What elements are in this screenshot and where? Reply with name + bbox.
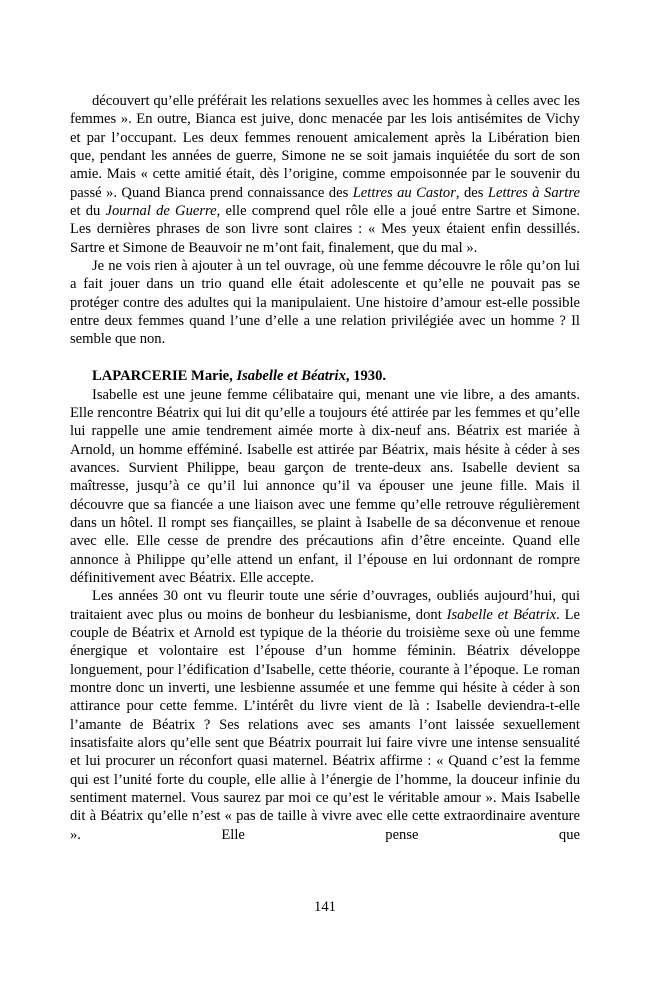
paragraph-bianca — [70, 92, 580, 257]
paragraph-segment: , des — [455, 184, 488, 201]
paragraph-segment: découvert qu’elle préférait les relations sexuelles avec les hommes à celles avec les femmes ». En outre, Bianca est juive, donc menacée par les lois antisémites de Vichy et par l’occupant. Les deux femmes renouent amicalement après la Libération bien que, pendant les années de guerre, Simone ne se soit jamais inquiétée du sort de son amie. Mais « cette amitié était, dès l’origine, comme empoisonnée par le souvenir du passé ». Quand Bianca prend connaissance des — [70, 93, 580, 201]
paragraph-segment: . Le couple de Béatrix et Arnold est typique de la théorie du troisième sexe où une femme énergique et volontaire est l’épouse d’un homme féminin. Béatrix développe longuement, pour l’édification d’Isabelle, cette théorie, courante à l’époque. Le roman montre donc un inverti, une lesbienne assumée et une femme qui hésite à céder à son attirance pour cette femme. L’intérêt du livre vient de là : Isabelle deviendra-t-elle l’amante de Béatrix ? Ses relations avec ses amants l’ont laissée sexuellement insatisfaite alors qu’elle sent que Béatrix pourrait lui faire vivre une intense sensualité et lui procurer un réconfort quasi maternel. Béatrix affirme : « Quand c’est la femme qui est l’unité forte du couple, elle allie à l’énergie de l’homme, la douceur infinie du sentiment maternel. Vous saurez par moi ce qu’est le véritable amour ». Mais Isabelle dit à Béatrix qu’elle n’est « pas de taille à vivre avec elle cette extraordinaire aventure ». Elle pense que — [70, 606, 580, 843]
page-text-block — [70, 92, 580, 844]
paragraph-spacer — [70, 349, 580, 367]
work-title-journal-de-guerre: Journal de Guerre — [105, 203, 217, 220]
paragraph-analysis — [70, 587, 580, 844]
paragraph-segment: , elle comprend quel rôle elle a joué entre Sartre et Simone. Les dernières phrases de son livre sont claires : « Mes yeux étaient enfin dessillés. Sartre et Simone de Beauvoir ne m’ont fait, finalement, que du mal ». — [70, 203, 581, 256]
entry-heading-laparcerie — [70, 367, 580, 385]
paragraph-commentary: Je ne vois rien à ajouter à un tel ouvrage, où une femme découvre le rôle qu’on lui a fait jouer dans un trio quand elle était adolescente et qu’elle ne pouvait pas se protéger contre des adultes qui la manipulaient. Une histoire d’amour est-elle possible entre deux femmes quand l’une d’elle a une relation privilégiée avec un homme ? Il semble que non. — [70, 258, 580, 348]
paragraph-segment: Les années 30 ont vu fleurir toute une série d’ouvrages, oubliés aujourd’hui, qui traitaient avec plus ou moins de bonheur du lesbianisme, dont — [70, 588, 580, 623]
paragraph-synopsis: Isabelle est une jeune femme célibataire qui, menant une vie libre, a des amants. Elle rencontre Béatrix qui lui dit qu’elle a toujours été attirée par les femmes et qu’elle lui rappelle une amie tendrement aimée morte à dix-neuf ans. Béatrix est mariée à Arnold, un homme efféminé. Isabelle est attirée par Béatrix, mais hésite à céder à ses avances. Survient Philippe, beau garçon de trente-deux ans. Isabelle devient sa maîtresse, jusqu’à ce qu’il lui annonce qu’il va épouser une jeune fille. Mais il découvre que sa fiancée a une liaison avec une femme qu’elle retrouve régulièrement dans un hôtel. Il rompt ses fiançailles, se plaint à Isabelle de sa déconvenue et renoue avec elle. Elle cesse de prendre des précautions afin d’être enceinte. Quand elle annonce à Philippe qu’elle attend un enfant, il l’épouse en lui ordonnant de rompre définitivement avec Béatrix. Elle accepte. — [70, 386, 580, 586]
work-title-isabelle-et-beatrix: Isabelle et Béatrix — [446, 606, 557, 623]
paragraph-segment: et du — [70, 203, 106, 220]
entry-work-title: Isabelle et Béatrix — [236, 368, 346, 385]
work-title-lettres-au-castor: Lettres au Castor — [352, 184, 456, 201]
entry-year: , 1930. — [345, 368, 387, 385]
page-number: 141 — [314, 899, 336, 915]
entry-author: LAPARCERIE Marie, — [92, 368, 233, 385]
work-title-lettres-a-sartre: Lettres à Sartre — [487, 184, 580, 201]
